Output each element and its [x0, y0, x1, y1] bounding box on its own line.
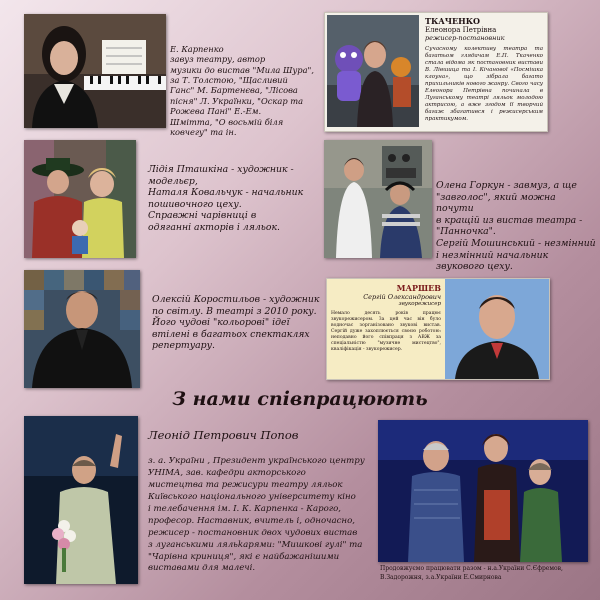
ptashkina-caption: Лідія Пташкіна - художник - модельєр, Наталя Ковальчук - начальник пошивочного цеху. Справжні чарівниці в одяганні акторів і ляльок. [148, 164, 304, 234]
tkachenko-clipping [324, 12, 548, 132]
group-photo [378, 420, 588, 562]
marshev-name: МАРШЕВ [396, 283, 441, 293]
gorkun-caption: Олена Горкун - завмуз, а ще "завголос", який можна почути в кращій из вистав театра - "Панночка". Сергій Мошинський - незмінний і незмінний начальник звукового цеху. [436, 180, 596, 273]
marshev-fullname: Сергій Олександрович [363, 293, 441, 301]
tkachenko-role: режисер-постановник [425, 34, 505, 42]
popov-photo [24, 416, 138, 584]
popov-name: Леонід Петрович Попов [148, 428, 299, 442]
karpenko-photo [24, 14, 166, 128]
marshev-role: звукорежисер [398, 301, 441, 307]
section-heading: З нами співпрацюють [172, 388, 428, 410]
ptashkina-photo [24, 140, 136, 258]
group-caption: Продовжуємо працювати разом - н.а.України С.Єфремов, В.Задорожня, з.а.України Е.Смирнова [380, 565, 563, 581]
tkachenko-photo [327, 15, 419, 127]
tkachenko-name: ТКАЧЕНКО [425, 16, 480, 26]
tkachenko-bio: Сучасному колективу театра та багатьом глядачам Е.П. Ткаченко стала відома як постановник вистави В. Лівшица та І. Кічанової «Посмішка клоуна», що зібрала багато прихильників нового жанру. Свого часу Елеонора Петрівна починала в Луганському театрі ляльок молодою актрисою, а вже згодом її творчий багаж збагатився і режисерським практикумом. [425, 46, 543, 123]
korostylov-photo [24, 270, 140, 388]
marshev-bio: Немало десять років працює звукорежисером. За цей час він було водночас зорганізовано звукові вистав. Сергій дуже захоплюється своєю роботою: неподавно його співпраця з АВЖ за спеціальністю "музичне мистецтво", кваліфікація - звукорежисер. [331, 311, 441, 352]
marshev-clipping [326, 278, 550, 380]
gorkun-photo [324, 140, 432, 258]
popov-bio: з. а. України , Президент українського центру УНІМА, зав. кафедри акторського мистецтва та режисури театру ляльок Київського національного університету кіно і телебачення ім. І. К. Карпенка - Карого, професор. Наставник, вчитель і, одночасно, режисер - постановник двох чудових вистав з луганськими ляльkарями: "Мишкові гулі" та "Чарівна криниця", які є найбажанішими виставами для малечі. [148, 456, 365, 574]
korostylov-caption: Олексій Коростильов - художник по світлу. В театрі з 2010 року. Його чудові "кольорові" ідеї втілені в багатьох спектаклях репертуару. [152, 294, 320, 352]
tkachenko-fullname: Елеонора Петрівна [425, 26, 497, 34]
karpenko-caption: Е. Карпенко завуз театру, автор музики до вистав "Мила Шура", за Т. Толстою, "Щасливий Ганс" М. Бартенєва, "Лісова пісня" Л. Українки, "Оскар та Рожева Пані" Е.-Ем. Шмітта, "О восьмій біля ковчегу" та ін. [170, 44, 315, 137]
marshev-photo [445, 279, 549, 379]
